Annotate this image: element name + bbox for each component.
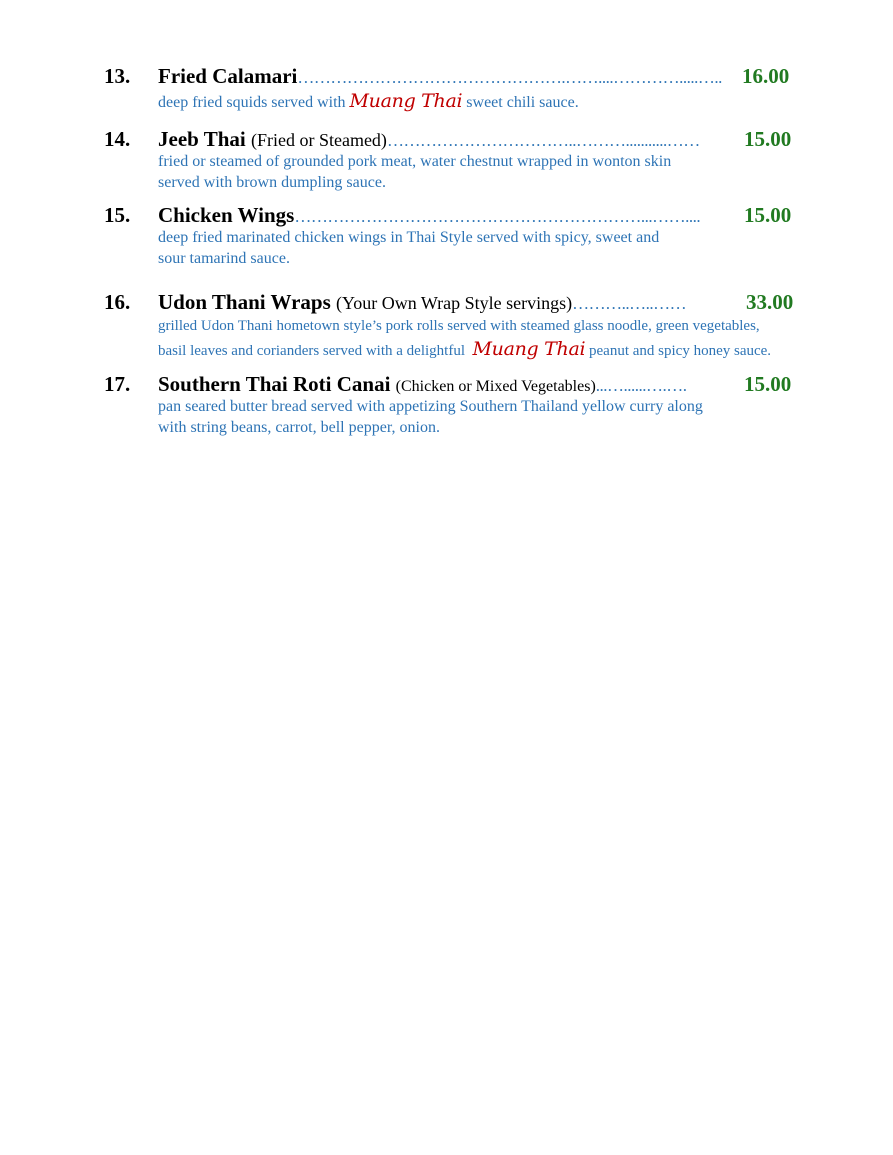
item-title: [158, 202, 700, 230]
description-line: sour tamarind sauce.: [158, 249, 290, 267]
item-subtitle: (Fried or Steamed): [250, 130, 387, 150]
item-price: 15.00: [744, 372, 792, 396]
item-description: [158, 315, 804, 363]
item-title: [158, 126, 700, 154]
dot-leader: ………..…..……: [572, 294, 687, 313]
item-price: 15.00: [744, 127, 792, 151]
item-description: [158, 91, 804, 114]
menu-item-fried-calamari: [104, 63, 804, 114]
item-title: [158, 289, 686, 317]
description-line: grilled Udon Thani hometown style’s pork rolls served with steamed glass noodle, green vegetables,: [158, 318, 760, 334]
item-price: 16.00: [742, 64, 790, 88]
item-description: [158, 228, 804, 269]
menu-item-header: [104, 202, 804, 228]
item-description: [158, 152, 804, 193]
dot-leader: ……………………………..………...........……: [386, 131, 700, 150]
item-number: 16.: [104, 290, 131, 314]
item-title: [158, 63, 722, 91]
item-name: Fried Calamari: [158, 64, 298, 88]
description-text: sweet chili sauce.: [466, 94, 579, 111]
description-text: peanut and spicy honey sauce.: [589, 343, 772, 359]
menu-item-header: [104, 371, 804, 397]
dot-leader: ………………………………………………………...……....: [294, 207, 701, 226]
item-number: 13.: [104, 64, 131, 88]
description-line: pan seared butter bread served with appetizing Southern Thailand yellow curry along: [158, 398, 703, 415]
menu-item-header: [104, 63, 804, 89]
item-number: 17.: [104, 372, 131, 396]
item-title: [158, 371, 687, 400]
item-name: Udon Thani Wraps: [158, 290, 331, 314]
item-description: [158, 397, 804, 438]
description-line: fried or steamed of grounded pork meat, water chestnut wrapped in wonton skin: [158, 153, 672, 170]
item-number: 15.: [104, 203, 131, 227]
item-subtitle: (Chicken or Mixed Vegetables): [395, 378, 596, 395]
item-name: Jeeb Thai: [158, 127, 246, 151]
menu-item-southern-thai-roti-canai: [104, 371, 804, 438]
description-line: deep fried marinated chicken wings in Thai Style served with spicy, sweet and: [158, 229, 660, 246]
description-text: deep fried squids served with: [158, 94, 346, 111]
menu-item-udon-thani-wraps: [104, 289, 804, 363]
description-line: [158, 338, 804, 363]
dot-leader: ...…......….….: [595, 376, 687, 395]
dot-leader: ………………………………………….……....………….....…..: [297, 68, 722, 87]
item-price: 15.00: [744, 203, 792, 227]
menu-item-header: [104, 126, 804, 152]
brand-logo-text: Muang Thai: [472, 338, 586, 360]
item-number: 14.: [104, 127, 131, 151]
description-line: with string beans, carrot, bell pepper, onion.: [158, 418, 440, 436]
menu-item-header: [104, 289, 804, 315]
item-subtitle: (Your Own Wrap Style servings): [336, 293, 573, 313]
menu-item-jeeb-thai: [104, 126, 804, 193]
item-name: Southern Thai Roti Canai: [158, 372, 391, 396]
item-price: 33.00: [746, 290, 794, 314]
item-name: Chicken Wings: [158, 203, 295, 227]
menu-item-chicken-wings: [104, 202, 804, 269]
brand-logo-text: Muang Thai: [349, 90, 463, 112]
description-line: served with brown dumpling sauce.: [158, 173, 386, 191]
description-text: basil leaves and corianders served with a delightful: [158, 343, 465, 359]
